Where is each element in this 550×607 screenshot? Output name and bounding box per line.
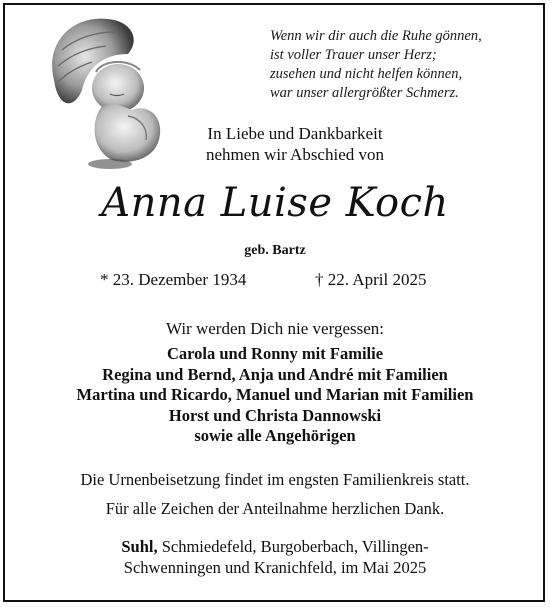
birth-date: * 23. Dezember 1934 [100, 270, 247, 289]
maiden-name: geb. Bartz [244, 243, 306, 258]
sleeping-angel-icon [36, 10, 170, 170]
place-line-1 [0, 536, 550, 557]
mourner-line: sowie alle Angehörigen [194, 426, 356, 445]
mourner-line: Martina und Ricardo, Manuel und Marian mit Familien [76, 385, 474, 404]
place-line-2: Schwenningen und Kranichfeld, im Mai 2025 [123, 558, 427, 577]
mourners-list [0, 344, 550, 447]
poem-line: zusehen und nicht helfen können, [270, 66, 463, 82]
place-and-date [0, 536, 550, 578]
poem-line: war unser allergrößter Schmerz. [270, 85, 459, 101]
intro-line: In Liebe und Dankbarkeit [207, 124, 383, 143]
thanks-note: Für alle Zeichen der Anteilnahme herzlichen Dank. [105, 499, 445, 518]
memorial-message: Wir werden Dich nie vergessen: [165, 319, 385, 338]
intro-line: nehmen wir Abschied von [206, 145, 384, 164]
intro-text [170, 123, 420, 165]
place-line-1-rest: Schmiedefeld, Burgoberbach, Villingen- [157, 537, 429, 556]
poem-line: ist voller Trauer unser Herz; [270, 47, 437, 63]
death-date: † 22. April 2025 [315, 270, 427, 289]
mourner-line: Carola und Ronny mit Familie [166, 344, 384, 363]
mourner-line: Horst und Christa Dannowski [168, 405, 382, 425]
place-city: Suhl, [121, 537, 158, 556]
poem-line: Wenn wir dir auch die Ruhe gönnen, [270, 28, 482, 44]
deceased-name: Anna Luise Koch [101, 180, 449, 226]
mourner-line: Regina und Bernd, Anja und André mit Familien [102, 364, 448, 384]
poem [270, 27, 540, 103]
funeral-note: Die Urnenbeisetzung findet im engsten Familienkreis statt. [80, 470, 470, 489]
